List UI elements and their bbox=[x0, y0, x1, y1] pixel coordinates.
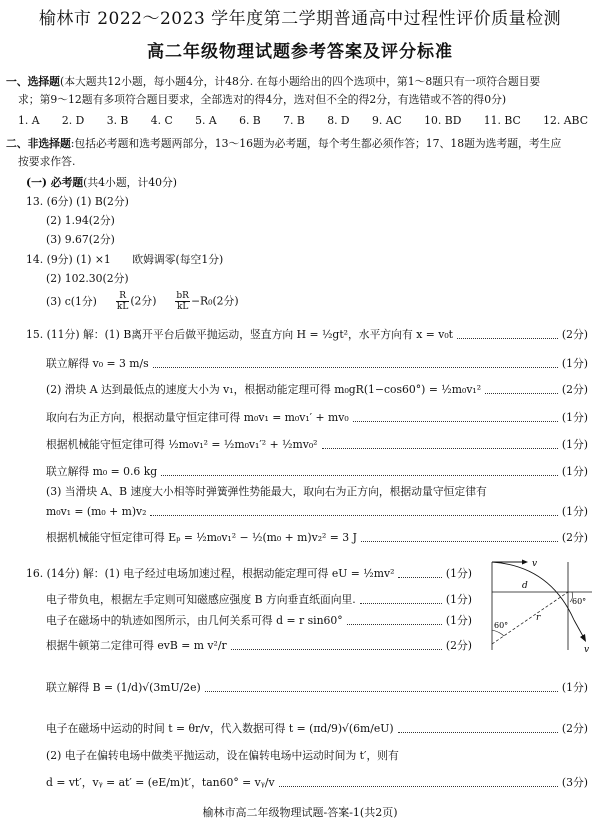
q14-line2: (2) 102.30(2分) bbox=[46, 272, 129, 285]
section2-line1 bbox=[6, 136, 561, 151]
answer-item: 10. BD bbox=[424, 114, 462, 127]
answer-item: 3. B bbox=[106, 114, 129, 127]
answer-item: 11. BC bbox=[483, 114, 521, 127]
q16-row2: 电子带负电，根据左手定则可知磁感应强度 B 方向垂直纸面向里. (1分) bbox=[46, 593, 472, 606]
q16-row6: 电子在磁场中运动的时间 t = θr/v，代入数据可得 t = (πd/9)√(6m/eU) (2分) bbox=[46, 722, 588, 735]
answer-item: 5. A bbox=[195, 114, 217, 127]
q16-row1: 16. (14分) 解：(1) 电子经过电场加速过程，根据动能定理可得 eU = ½mv² (1分) bbox=[26, 567, 472, 580]
q15-row8: m₀v₁ = (m₀ + m)v₂ (1分) bbox=[46, 505, 588, 518]
trajectory-diagram bbox=[488, 558, 594, 654]
label-angle-right: 60° bbox=[572, 597, 587, 606]
answer-item: 4. C bbox=[150, 114, 173, 127]
label-r: r bbox=[536, 613, 541, 623]
q15-row1: 15. (11分) 解：(1) B离开平台后做平抛运动，竖直方向 H = ½gt²，水平方向有 x = v₀t (2分) bbox=[26, 328, 588, 341]
section2-desc2: 按要求作答. bbox=[18, 155, 76, 168]
q15-row7: (3) 当滑块 A、B 速度大小相等时弹簧弹性势能最大，取向右为正方向，根据动量守恒定律有 bbox=[46, 485, 487, 498]
q13-line3: (3) 9.67(2分) bbox=[46, 233, 115, 246]
q14-line1: 14. (9分) (1) ×1 欧姆调零(每空1分) bbox=[26, 253, 224, 266]
answer-item: 7. B bbox=[283, 114, 305, 127]
section2-desc1: :包括必考题和选考题两部分，13～16题为必考题，每个考生都必须作答；17、18题为选考题，考生应 bbox=[70, 137, 562, 150]
q14-part3b: $\frac{R}{kL}$ (2分) bbox=[116, 291, 157, 312]
radius-line bbox=[492, 592, 568, 644]
q13-line1: 13. (6分) (1) B(2分) bbox=[26, 195, 129, 208]
page-footer: 榆林市高二年级物理试题-答案-1(共2页) bbox=[202, 806, 398, 819]
trajectory-arc bbox=[492, 562, 574, 620]
required-heading bbox=[26, 175, 177, 190]
q16-row8: d = vt′，vᵧ = at′ = (eE/m)t′，tan60° = vᵧ/v (3分) bbox=[46, 776, 588, 789]
q16-row5: 联立解得 B = (1/d)√(3mU/2e) (1分) bbox=[46, 681, 588, 694]
answer-item: 9. AC bbox=[371, 114, 402, 127]
section1-desc1: (本大题共12小题，每小题4分，计48分. 在每小题给出的四个选项中，第1～8题只有一项符合题目要 bbox=[59, 75, 541, 88]
required-label: (一) 必考题 bbox=[26, 176, 84, 189]
q14-line3 bbox=[46, 291, 239, 312]
exam-title: 榆林市 2022～2023 学年度第二学期普通高中过程性评价质量检测 bbox=[38, 9, 562, 29]
q15-row3: (2) 滑块 A 达到最低点的速度大小为 v₁，根据动能定理可得 m₀gR(1−cos60°) = ½m₀v₁² (2分) bbox=[46, 383, 588, 396]
q14-part3c: $\frac{bR}{kL}$ −R₀(2分) bbox=[176, 291, 239, 312]
q16-row4: 根据牛顿第二定律可得 evB = m v²/r (2分) bbox=[46, 639, 472, 652]
answer-item: 2. D bbox=[61, 114, 85, 127]
choice-answers bbox=[18, 113, 588, 128]
q15-row6: 联立解得 m₀ = 0.6 kg (1分) bbox=[46, 465, 588, 478]
q16-row7: (2) 电子在偏转电场中做类平抛运动，设在偏转电场中运动时间为 t′，则有 bbox=[46, 749, 399, 762]
section1-line1 bbox=[6, 74, 540, 89]
section1-head: 一、选择题 bbox=[6, 75, 60, 88]
q15-row2: 联立解得 v₀ = 3 m/s (1分) bbox=[46, 357, 588, 370]
answer-item: 8. D bbox=[327, 114, 350, 127]
velocity-arrow-bottom bbox=[574, 620, 584, 638]
q13-line2: (2) 1.94(2分) bbox=[46, 214, 115, 227]
q15-row5: 根据机械能守恒定律可得 ½m₀v₁² = ½m₀v₁′² + ½mv₀² (1分) bbox=[46, 438, 588, 451]
q15-row9: 根据机械能守恒定律可得 Eₚ = ½m₀v₁² − ½(m₀ + m)v₂² = 3 J (2分) bbox=[46, 531, 588, 544]
q15-row4: 取向右为正方向，根据动量守恒定律可得 m₀v₁ = m₀v₁′ + mv₀ (1分) bbox=[46, 411, 588, 424]
label-v-bottom: v bbox=[584, 645, 590, 654]
label-v-top: v bbox=[532, 559, 538, 569]
answer-title: 高二年级物理试题参考答案及评分标准 bbox=[147, 42, 453, 62]
label-d: d bbox=[522, 581, 528, 591]
answer-item: 12. ABC bbox=[543, 114, 588, 127]
section2-head: 二、非选择题 bbox=[6, 137, 71, 150]
q14-part3a: (3) c(1分) bbox=[46, 295, 97, 308]
label-angle-left: 60° bbox=[494, 621, 509, 630]
required-note: (共4小题，计40分) bbox=[83, 176, 177, 189]
answer-item: 6. B bbox=[239, 114, 261, 127]
q16-row3: 电子在磁场中的轨迹如图所示，由几何关系可得 d = r sin60° (1分) bbox=[46, 614, 472, 627]
answer-item: 1. A bbox=[18, 114, 40, 127]
section1-desc2: 求；第9～12题有多项符合题目要求，全部选对的得4分，选对但不全的得2分，有选错或不答的得0分) bbox=[18, 93, 507, 106]
